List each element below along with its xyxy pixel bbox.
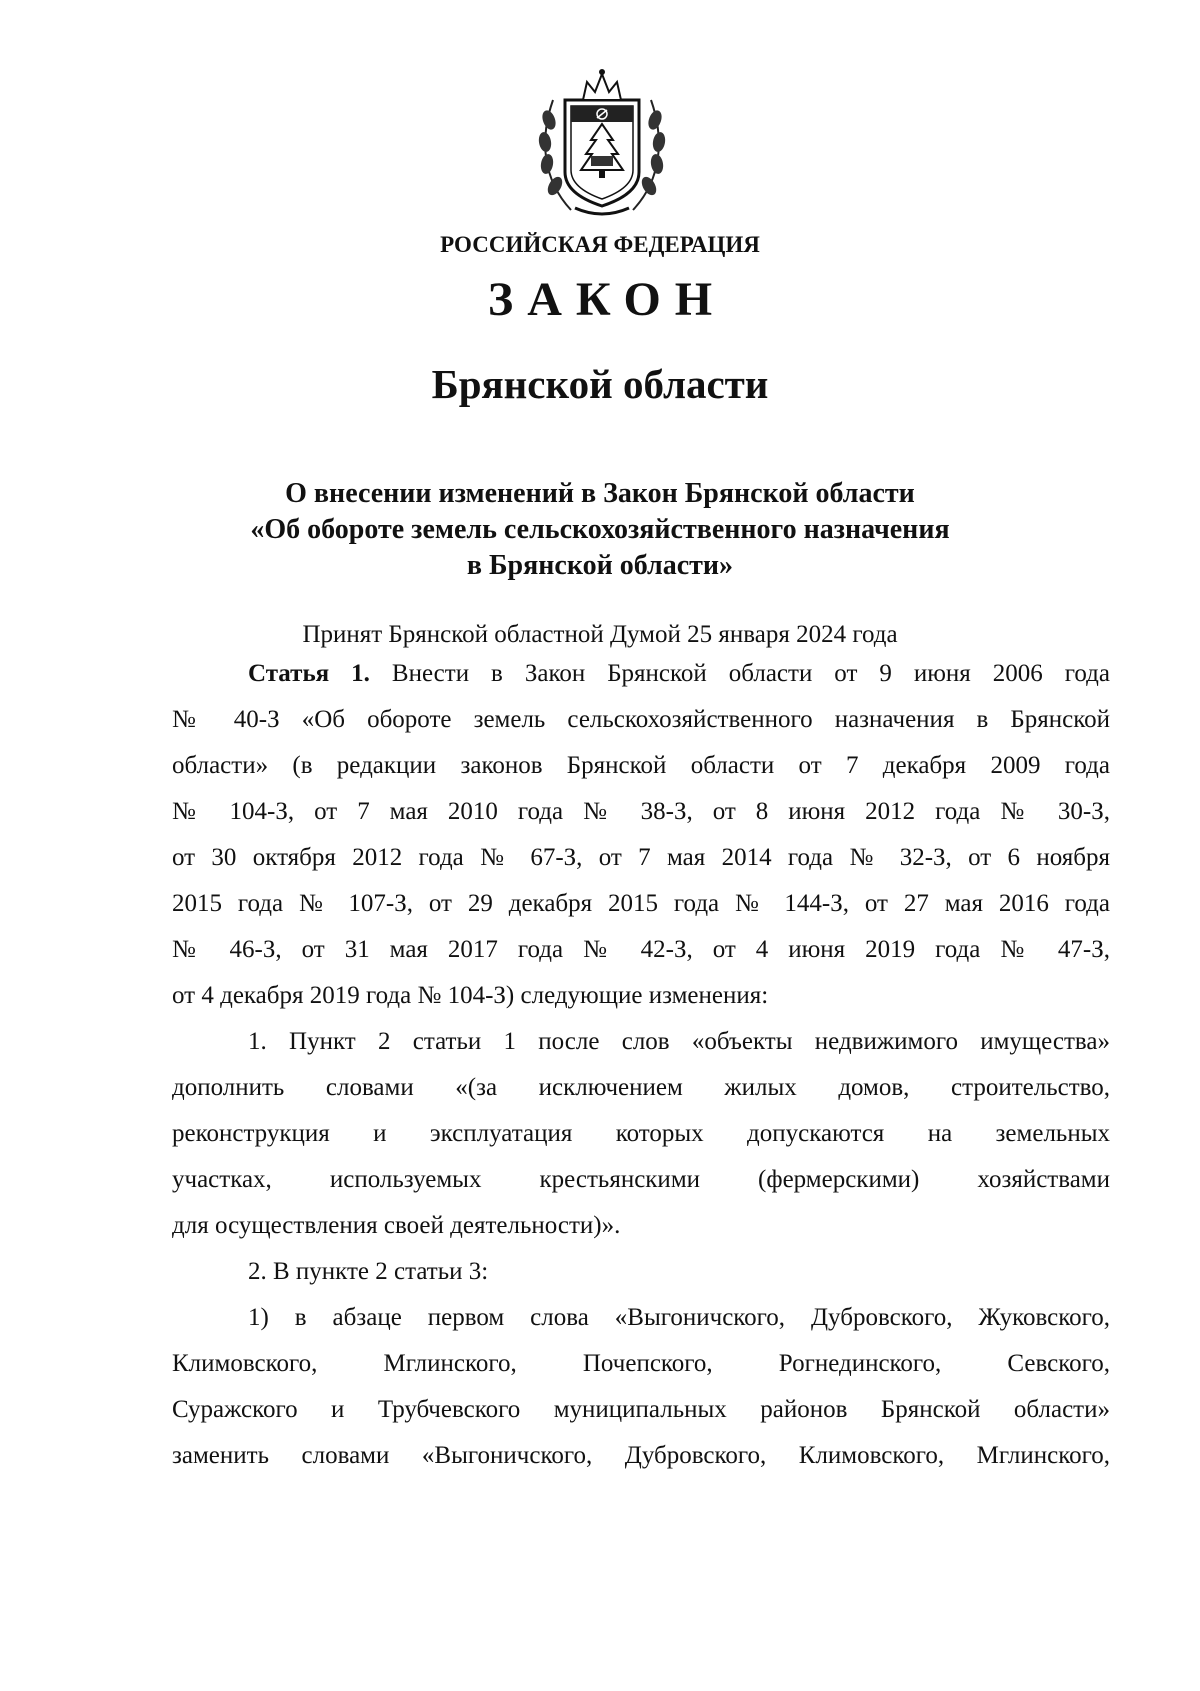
article-label: Статья 1. bbox=[248, 660, 370, 687]
paragraph-line: от 4 декабря 2019 года № 104-З) следующие изменения: bbox=[172, 982, 769, 1009]
paragraph-line: заменить словами «Выгоничского, Дубровского, Климовского, Мглинского, bbox=[172, 1442, 1110, 1469]
item-2-sub-1-paragraph bbox=[172, 1295, 1110, 1479]
item-1-paragraph bbox=[172, 1019, 1110, 1249]
law-title-line: «Об обороте земель сельскохозяйственного назначения bbox=[250, 514, 950, 545]
law-title-line: в Брянской области» bbox=[466, 550, 734, 581]
law-title-line: О внесении изменений в Закон Брянской области bbox=[285, 478, 915, 509]
item-2-heading bbox=[172, 1249, 1110, 1295]
region-heading: Брянской области bbox=[431, 361, 769, 407]
paragraph-line: 2. В пункте 2 статьи 3: bbox=[248, 1258, 489, 1285]
document-type-heading: ЗАКОН bbox=[487, 273, 727, 326]
paragraph-line: 1) в абзаце первом слова «Выгоничского, Дубровского, Жуковского, bbox=[248, 1304, 1110, 1331]
paragraph-line: № 40-З «Об обороте земель сельскохозяйственного назначения в Брянской bbox=[172, 706, 1110, 733]
paragraph-line: для осуществления своей деятельности)». bbox=[172, 1212, 621, 1239]
coat-of-arms-bryansk-icon bbox=[531, 60, 673, 220]
paragraph-line: дополнить словами «(за исключением жилых домов, строительство, bbox=[172, 1074, 1110, 1101]
paragraph-line: № 46-З, от 31 мая 2017 года № 42-З, от 4 июня 2019 года № 47-З, bbox=[172, 936, 1110, 963]
country-heading: РОССИЙСКАЯ ФЕДЕРАЦИЯ bbox=[440, 232, 760, 257]
article-text: Внести в Закон Брянской области от 9 июня 2006 года bbox=[369, 660, 1110, 687]
paragraph-line: реконструкция и эксплуатация которых допускаются на земельных bbox=[172, 1120, 1110, 1147]
adoption-note: Принят Брянской областной Думой 25 января 2024 года bbox=[302, 621, 898, 648]
paragraph-line: 1. Пункт 2 статьи 1 после слов «объекты недвижимого имущества» bbox=[248, 1028, 1110, 1055]
paragraph-line: участках, используемых крестьянскими (фермерскими) хозяйствами bbox=[172, 1166, 1110, 1193]
law-title bbox=[0, 476, 1200, 584]
paragraph-line: Климовского, Мглинского, Почепского, Рогнединского, Севского, bbox=[172, 1350, 1110, 1377]
paragraph-line: от 30 октября 2012 года № 67-З, от 7 мая 2014 года № 32-З, от 6 ноября bbox=[172, 844, 1110, 871]
paragraph-line: Суражского и Трубчевского муниципальных районов Брянской области» bbox=[172, 1396, 1110, 1423]
paragraph-line bbox=[172, 651, 1110, 697]
paragraph-line: 2015 года № 107-З, от 29 декабря 2015 года № 144-З, от 27 мая 2016 года bbox=[172, 890, 1110, 917]
paragraph-line: области» (в редакции законов Брянской области от 7 декабря 2009 года bbox=[172, 752, 1110, 779]
paragraph-line: № 104-З, от 7 мая 2010 года № 38-З, от 8 июня 2012 года № 30-З, bbox=[172, 798, 1110, 825]
article-1-paragraph bbox=[172, 651, 1110, 1019]
